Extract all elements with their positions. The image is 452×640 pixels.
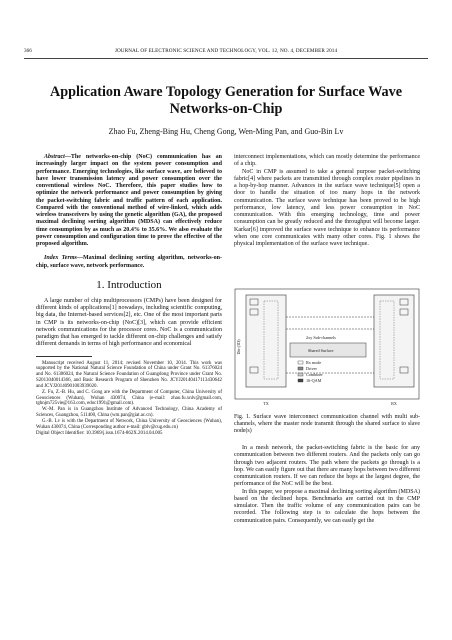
figure-legend <box>298 360 323 383</box>
sub-channels-label: 2xy Sub-channels <box>306 335 336 340</box>
left-column <box>36 154 222 436</box>
index-terms-label: Index Terms <box>44 255 77 262</box>
index-terms-text: —Maximal declining sorting algorithm, networks-on-chip, surface wave, network performance. <box>36 255 222 269</box>
die-side-label: Die (3D) <box>236 339 241 355</box>
legend-rx-mode: Rx mode <box>306 360 322 365</box>
col2-paragraph-3: In a mesh network, the packet-switching fabric is the basic for any communication between two different routers. And the packets only can go through two adjacent routers. The path where the packets go through is a hop. We can easily figure out that there are many hops between two different communication routers. If we can reduce the hops at the largest degree, the performance of the NoC will be the best. <box>234 445 421 488</box>
col2-paragraph-2: NoC in CMP is assumed to take a general purpose packet-switching fabric[4] where packets are transmitted through complex router pipelines in a hop-by-hop manner. Advances in the surface wave technique[5] open a door to handle the situation of too many hops in the network communication. The surface wave technique has been proved to be high performance, low latency, and less power consumption in NoC communication. With this emerging technology, time and power consumption can be greatly reduced and the throughput will become larger. Karkar[6] improved the surface wave technique to enhance its performance when one core communicates with many other cores. Fig. 1 shows the physical implementation of the surface wave technique. <box>234 168 420 247</box>
legend-swatch-combiner <box>298 373 303 376</box>
legend-swatch-driver <box>298 367 303 370</box>
abstract <box>36 154 222 248</box>
col2-paragraph-1: interconnect implementations, which can mostly determine the performance of a chip. <box>234 154 420 168</box>
journal-name: JOURNAL OF ELECTRONIC SCIENCE AND TECHNOLOGY, VOL. 12, NO. 4, DECEMBER 2014 <box>114 48 338 54</box>
footnote-rule <box>36 356 92 357</box>
footnote-manuscript: Manuscript received August 11, 2014; revised November 10, 2014. This work was supported by the National Natural Science Foundation of China under Grant No. 61376024 and No. 61306024, the Natural Science Foundation of Guangdong Province under Grant No. S2013040014366, and Basic Research Program of Shenzhen No. JCYJ20140417113430642 and JCYJ20140901003939020. <box>36 360 222 389</box>
legend-16qam: 16-QAM <box>306 378 322 383</box>
legend-driver: Driver <box>306 366 317 371</box>
legend-swatch-rx <box>298 361 303 364</box>
legend-swatch-qam <box>298 379 303 382</box>
right-column-top <box>234 154 420 248</box>
rx-label: RX <box>391 401 397 406</box>
footnote-affiliation-1: Z. Fu, Z.-B. Hu, and C. Gong are with the Department of Computer, China University of Geosciences (Wuhan), Wuhan 430074, China (e-mail: zhao.fu.xnlv@gmail.com, tghnjm725vie@163.com, edoc1991@gmail.com). <box>36 389 222 407</box>
running-header <box>24 48 428 59</box>
shared-surface-label: Shared Surface <box>308 348 334 353</box>
col2-paragraph-4: In this paper, we propose a maximal declining sorting algorithm (MDSA) based on the declined hops. Benchmarks are carried out in the CMP simulator. Then the traffic volume of any communication pairs can be recorded. The following step is to calculate the hops between the communication pairs. Consequently, we can easily get the <box>234 488 420 524</box>
figure-1 <box>234 287 420 411</box>
abstract-text: —The networks-on-chip (NoC) communication has an increasingly larger impact on the system power consumption and performance. Emerging technologies, like surface wave, are believed to have lower transmission latency and power consumption over the conventional wireless NoC. Therefore, this paper studies how to optimize the network performance and power consumption by giving the packet-switching fabric and traffic pattern of each application. Compared with the conventional method of wire-linked, which adds wireless transceivers by using the genetic algorithm (GA), the proposed maximal declining sorting algorithm (MDSA) can effectively reduce time consumption by as much as 20.4% to 35.6%. We also evaluate the power consumption and configuration time to prove the effective of the proposed algorithm. <box>36 154 222 247</box>
legend-combiner: Combiner <box>306 372 323 377</box>
author-list: Zhao Fu, Zheng-Bing Hu, Cheng Gong, Wen-Ming Pan, and Guo-Bin Lv <box>108 127 344 136</box>
paper-title: Application Aware Topology Generation for Surface Wave Networks-on-Chip <box>49 84 403 117</box>
abstract-label: Abstract <box>44 154 65 160</box>
index-terms <box>36 255 222 270</box>
footnote-doi: Digital Object Identifier: 10.3969/j.issn.1674-862X.2014.04.005 <box>36 430 163 436</box>
section-heading-introduction: 1. Introduction <box>96 278 162 291</box>
page-number: 366 <box>24 48 32 54</box>
footnote-affiliation-3: G.-B. Lv is with the Department of Network, China University of Geosciences (Wuhan), Wuhan 430074, China (Corresponding author e-mail: gblv@cug.edu.cn) <box>36 418 222 430</box>
intro-paragraph-1: A large number of chip multiprocessors (CMPs) have been designed for different kinds of applications[1] nowadays, including scientific computing, big data, the Internet-based services[2], etc. One of the most important parts in CMP is its networks-on-chip (NoC)[3], which can provide efficient network communications for the processor cores. NoC is a communication paradigm that has emerged to tackle different on-chip challenges and satisfy different demands in terms of high performance and economical <box>36 297 222 348</box>
figure-1-caption: Fig. 1. Surface wave interconnect communication channel with multi sub-channels, where the master node transmit through the shared surface to slave node(s) <box>234 414 420 434</box>
right-column-bottom <box>234 445 420 525</box>
tx-label: TX <box>263 401 269 406</box>
footnote-affiliation-2: W.-M. Pan is in Guangzhou Institute of Advanced Technology, China Academy of Sciences, Guangzhou, 511400, China (wm.pan@giat.ac.cn). <box>36 407 222 419</box>
